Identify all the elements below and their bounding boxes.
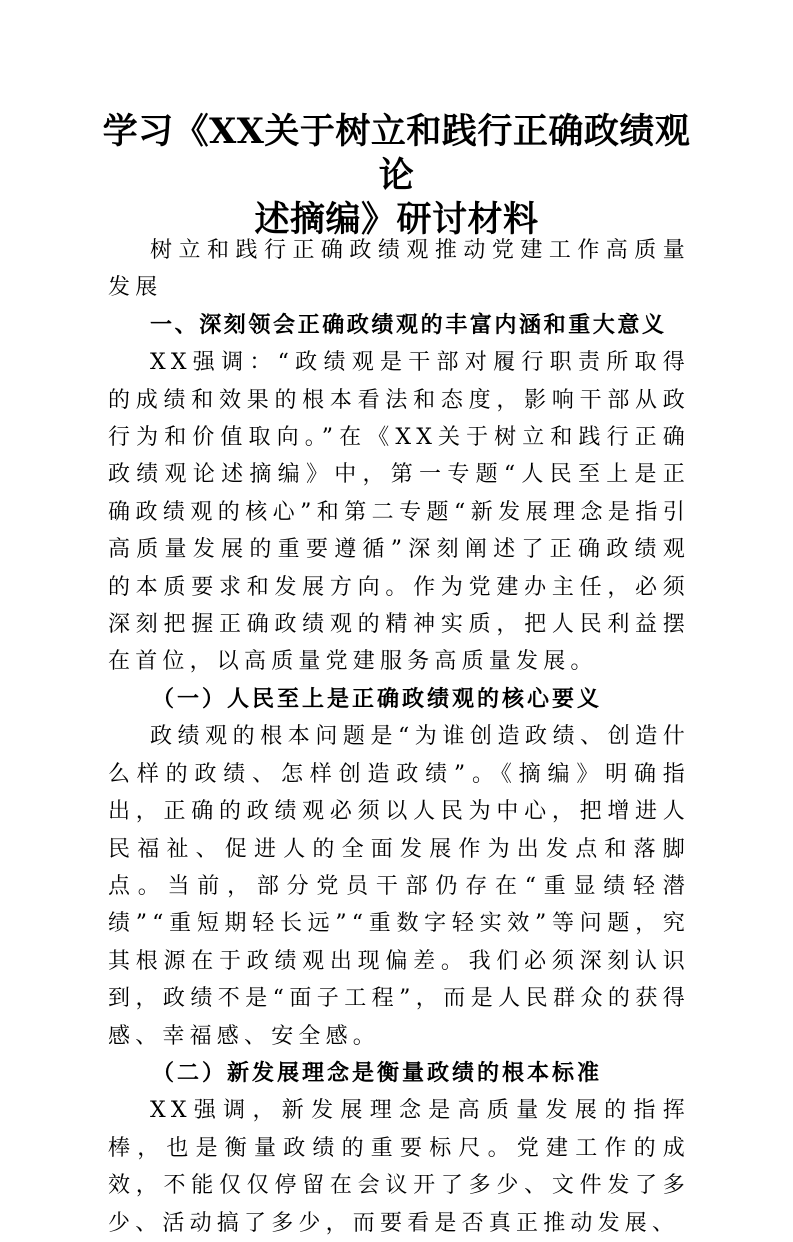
subsection-heading: （二）新发展理念是衡量政绩的根本标准 bbox=[152, 1059, 603, 1086]
paragraph: XX强调：“政绩观是干部对履行职责所取得的成绩和效果的根本看法和态度，影响干部从政行为和价值取向。”在《XX关于树立和践行正确政绩观论述摘编》中，第一专题“人民至上是正确政绩观的核心”和第二专题“新发展理念是指引高质量发展的重要遵循”深刻阐述了正确政绩观的本质要求和发展方向。作为党建办主任，必须深刻把握正确政绩观的精神实质，把人民利益摆在首位，以高质量党建服务高质量发展。 bbox=[108, 350, 690, 675]
paragraph: XX强调，新发展理念是高质量发展的指挥棒，也是衡量政绩的重要标尺。党建工作的成效，不能仅仅停留在会议开了多少、文件发了多少、活动搞了多少，而要看是否真正推动发展、 bbox=[108, 1098, 690, 1236]
document-body bbox=[108, 232, 690, 1242]
document-title bbox=[100, 110, 693, 242]
subtitle: 树立和践行正确政绩观推动党建工作高质量发展 bbox=[108, 238, 690, 301]
section-heading: 一、深刻领会正确政绩观的丰富内涵和重大意义 bbox=[150, 311, 667, 338]
paragraph: 政绩观的根本问题是“为谁创造政绩、创造什么样的政绩、怎样创造政绩”。《摘编》明确指出，正确的政绩观必须以人民为中心，把增进人民福祉、促进人的全面发展作为出发点和落脚点。当前，部分党员干部仍存在“重显绩轻潜绩”“重短期轻长远”“重数字轻实效”等问题，究其根源在于政绩观出现偏差。我们必须深刻认识到，政绩不是“面子工程”，而是人民群众的获得感、幸福感、安全感。 bbox=[108, 724, 690, 1049]
subsection-heading: （一）人民至上是正确政绩观的核心要义 bbox=[152, 685, 603, 712]
title-line-1: 学习《XX关于树立和践行正确政绩观论 bbox=[102, 111, 691, 196]
title-line-2: 述摘编》研讨材料 bbox=[254, 199, 539, 240]
